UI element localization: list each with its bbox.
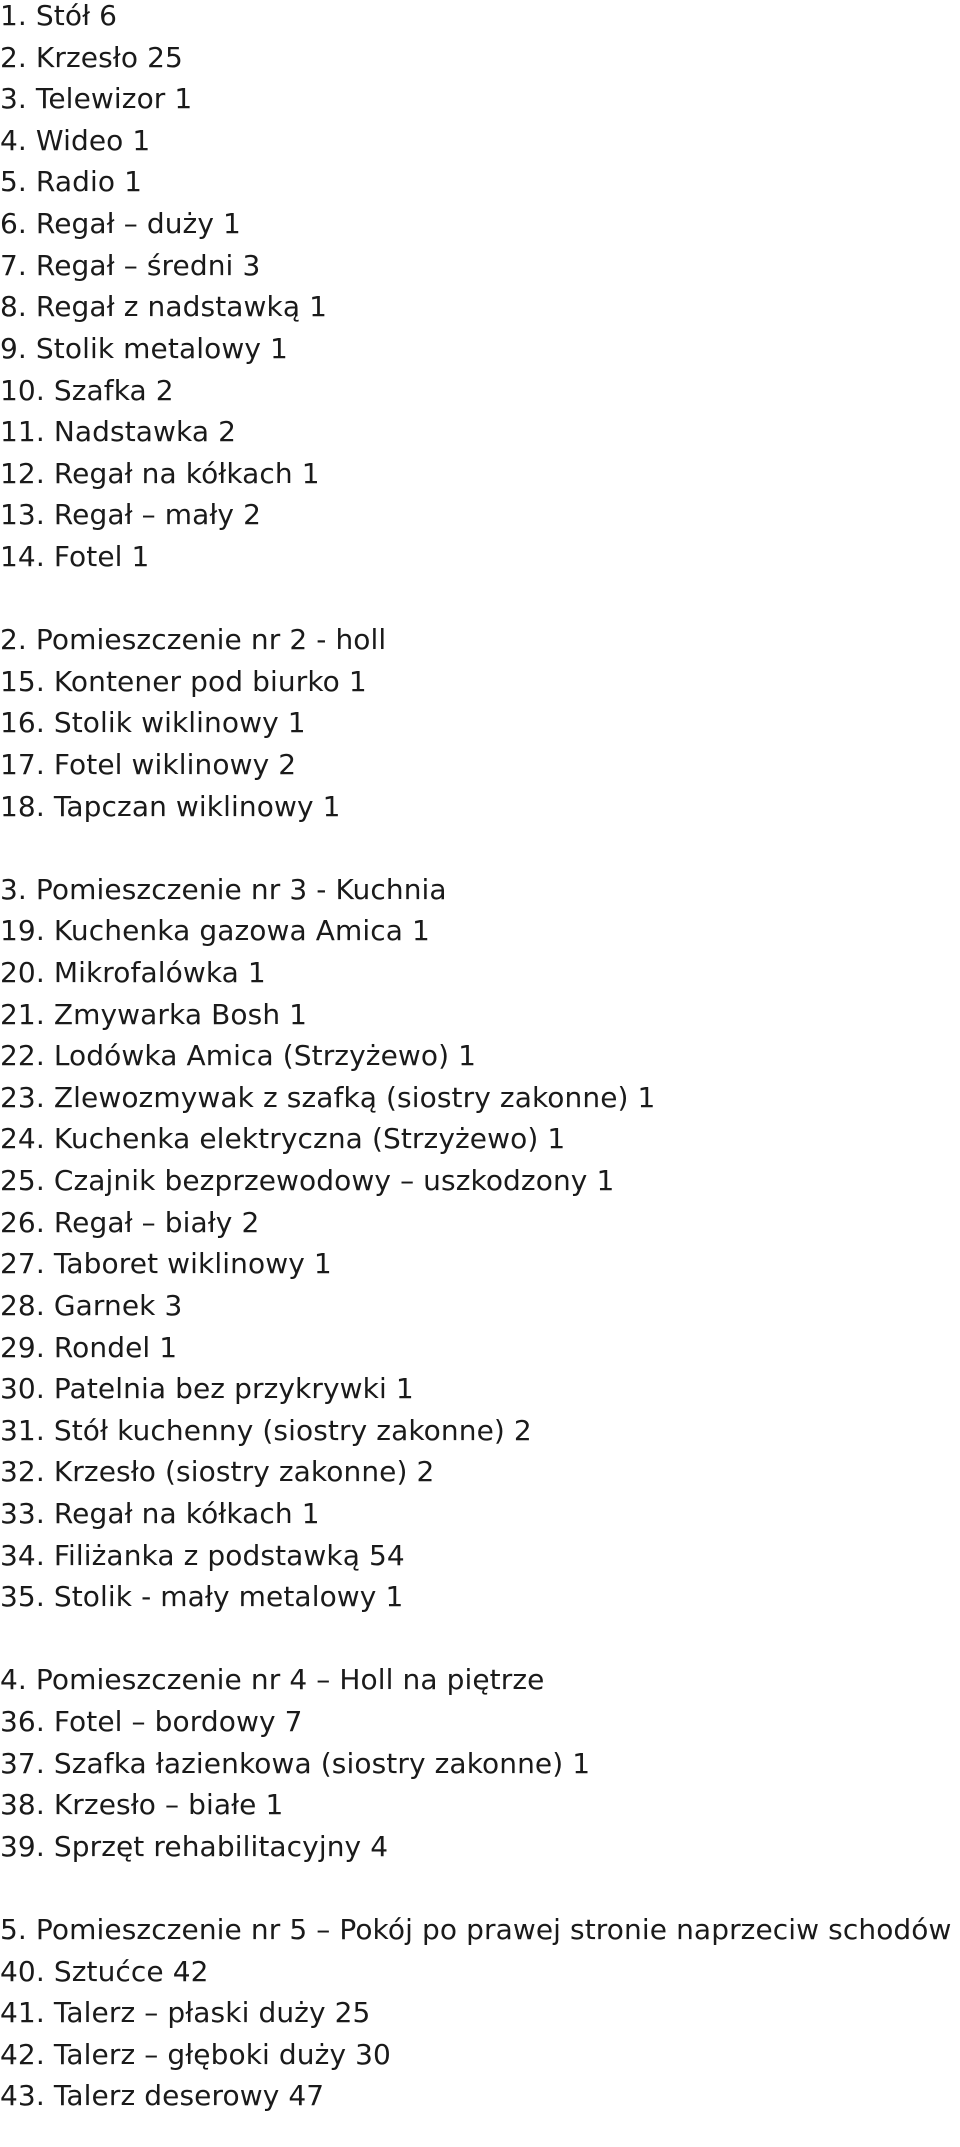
list-item: 24. Kuchenka elektryczna (Strzyżewo) 1 bbox=[0, 1122, 566, 1155]
list-item: 33. Regał na kółkach 1 bbox=[0, 1497, 320, 1530]
list-item: 40. Sztućce 42 bbox=[0, 1955, 209, 1988]
list-item: 34. Filiżanka z podstawką 54 bbox=[0, 1539, 405, 1572]
list-item: 20. Mikrofalówka 1 bbox=[0, 956, 266, 989]
section-heading: 5. Pomieszczenie nr 5 – Pokój po prawej stronie naprzeciw schodów bbox=[0, 1913, 952, 1946]
list-item: 31. Stół kuchenny (siostry zakonne) 2 bbox=[0, 1414, 532, 1447]
list-item: 18. Tapczan wiklinowy 1 bbox=[0, 790, 341, 823]
list-item: 36. Fotel – bordowy 7 bbox=[0, 1705, 303, 1738]
list-item: 37. Szafka łazienkowa (siostry zakonne) 1 bbox=[0, 1747, 591, 1780]
list-item: 23. Zlewozmywak z szafką (siostry zakonne) 1 bbox=[0, 1081, 656, 1114]
list-item: 41. Talerz – płaski duży 25 bbox=[0, 1996, 371, 2029]
list-item: 43. Talerz deserowy 47 bbox=[0, 2079, 325, 2112]
list-item: 17. Fotel wiklinowy 2 bbox=[0, 748, 297, 781]
section-heading: 4. Pomieszczenie nr 4 – Holl na piętrze bbox=[0, 1663, 545, 1696]
list-item: 3. Telewizor 1 bbox=[0, 82, 193, 115]
list-item: 16. Stolik wiklinowy 1 bbox=[0, 706, 306, 739]
list-item: 1. Stół 6 bbox=[0, 0, 118, 32]
list-item: 26. Regał – biały 2 bbox=[0, 1206, 260, 1239]
list-item: 35. Stolik - mały metalowy 1 bbox=[0, 1580, 404, 1613]
list-item: 9. Stolik metalowy 1 bbox=[0, 332, 288, 365]
list-item: 10. Szafka 2 bbox=[0, 374, 174, 407]
list-item: 39. Sprzęt rehabilitacyjny 4 bbox=[0, 1830, 389, 1863]
list-item: 32. Krzesło (siostry zakonne) 2 bbox=[0, 1455, 435, 1488]
list-item: 27. Taboret wiklinowy 1 bbox=[0, 1247, 332, 1280]
list-item: 15. Kontener pod biurko 1 bbox=[0, 665, 367, 698]
section-heading: 2. Pomieszczenie nr 2 - holl bbox=[0, 623, 387, 656]
list-item: 12. Regał na kółkach 1 bbox=[0, 457, 320, 490]
list-item: 19. Kuchenka gazowa Amica 1 bbox=[0, 914, 430, 947]
list-item: 28. Garnek 3 bbox=[0, 1289, 183, 1322]
list-item: 7. Regał – średni 3 bbox=[0, 249, 261, 282]
list-item: 14. Fotel 1 bbox=[0, 540, 150, 573]
list-item: 21. Zmywarka Bosh 1 bbox=[0, 998, 308, 1031]
list-item: 11. Nadstawka 2 bbox=[0, 415, 237, 448]
list-item: 29. Rondel 1 bbox=[0, 1331, 178, 1364]
list-item: 25. Czajnik bezprzewodowy – uszkodzony 1 bbox=[0, 1164, 615, 1197]
list-item: 5. Radio 1 bbox=[0, 165, 143, 198]
list-item: 2. Krzesło 25 bbox=[0, 41, 183, 74]
list-item: 13. Regał – mały 2 bbox=[0, 498, 262, 531]
list-item: 6. Regał – duży 1 bbox=[0, 207, 241, 240]
list-item: 4. Wideo 1 bbox=[0, 124, 151, 157]
list-item: 30. Patelnia bez przykrywki 1 bbox=[0, 1372, 414, 1405]
section-heading: 3. Pomieszczenie nr 3 - Kuchnia bbox=[0, 873, 447, 906]
list-item: 8. Regał z nadstawką 1 bbox=[0, 290, 328, 323]
list-item: 22. Lodówka Amica (Strzyżewo) 1 bbox=[0, 1039, 477, 1072]
list-item: 38. Krzesło – białe 1 bbox=[0, 1788, 284, 1821]
list-item: 42. Talerz – głęboki duży 30 bbox=[0, 2038, 391, 2071]
